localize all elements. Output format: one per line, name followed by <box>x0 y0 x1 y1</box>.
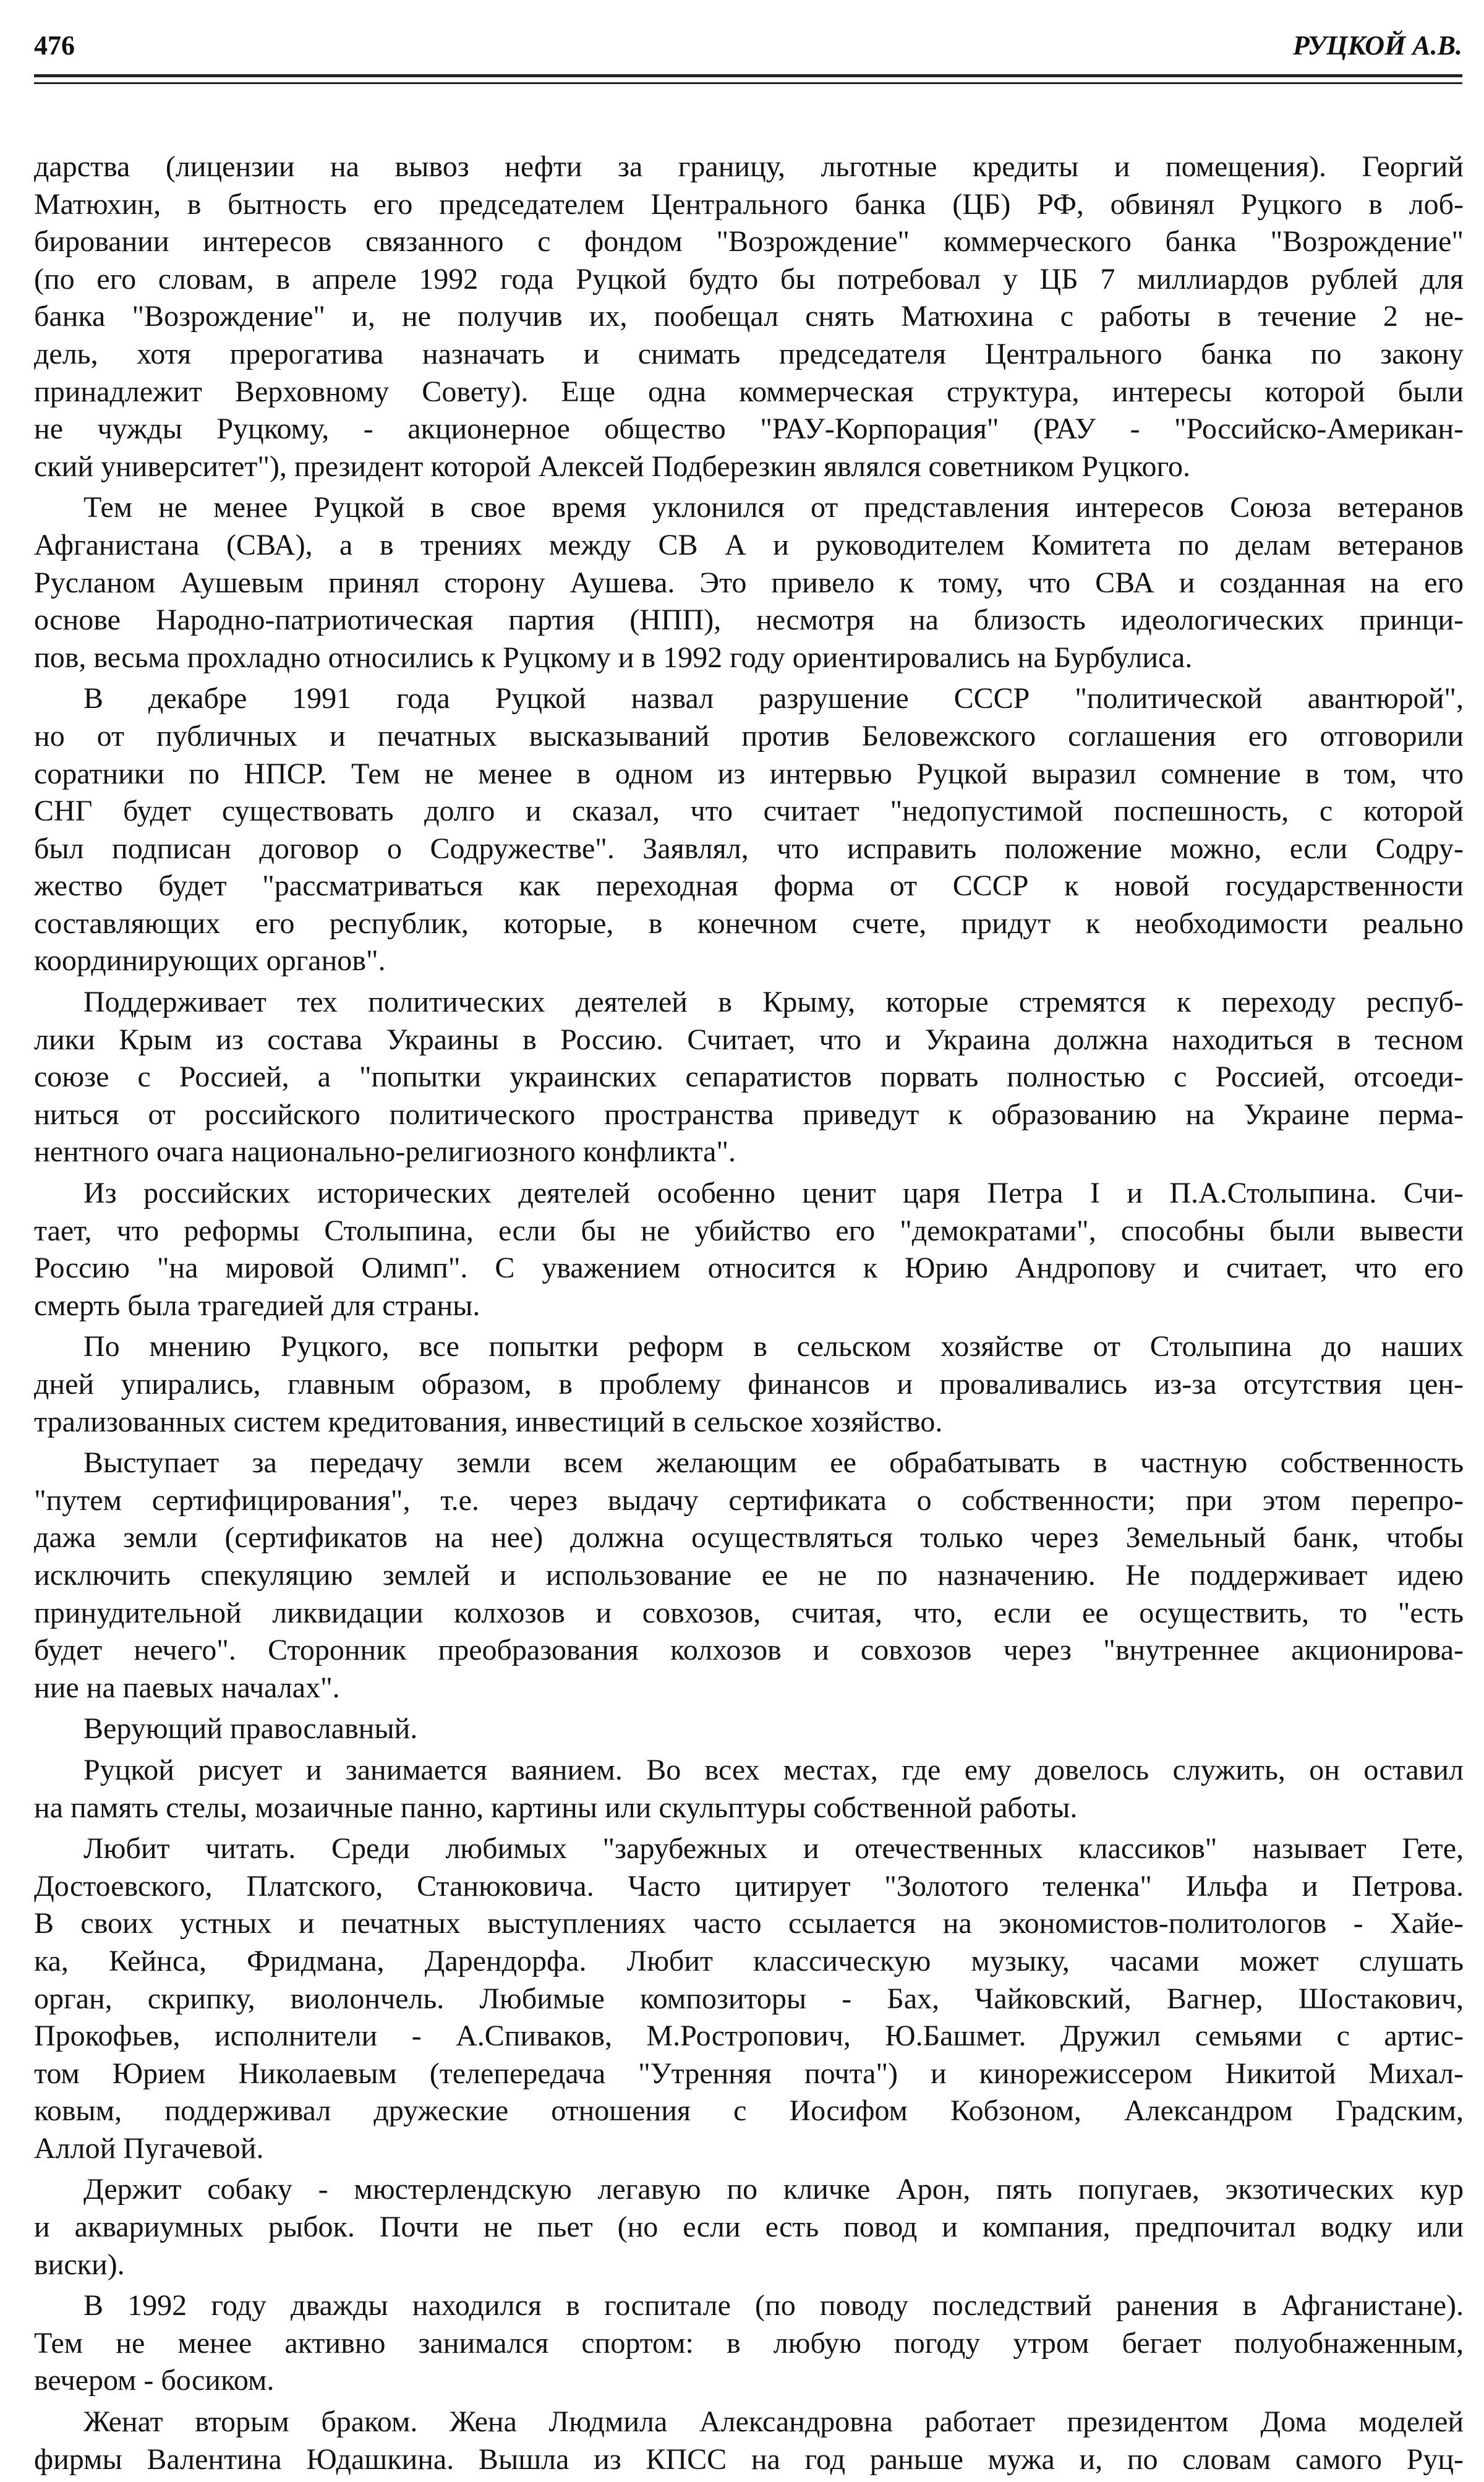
text-line: пов, весьма прохладно относились к Руцкому и в 1992 году ориентировались на Бурбулиса. <box>34 641 1193 674</box>
text-line: ковым, поддерживал дружеские отношения с Иосифом Кобзоном, Александром Градским, <box>34 2094 1464 2128</box>
paragraph <box>34 489 1464 676</box>
text-line: ние на паевых началах". <box>34 1671 340 1704</box>
text-line: Держит собаку - мюстерлендскую легавую по кличке Арон, пять попугаев, экзотических кур <box>83 2173 1464 2206</box>
header-rule-bottom <box>34 82 1462 84</box>
text-line: Достоевского, Платского, Станюковича. Часто цитирует "Золотого теленка" Ильфа и Петрова. <box>34 1869 1464 1903</box>
text-line: бировании интересов связанного с фондом "Возрождение" коммерческого банка "Возрождение" <box>34 225 1464 258</box>
text-line: фирмы Валентина Юдашкина. Вышла из КПСС на год раньше мужа и, по словам самого Руц- <box>34 2442 1464 2476</box>
paragraph <box>34 1752 1464 1827</box>
text-line: Женат вторым браком. Жена Людмила Александровна работает президентом Дома моделей <box>83 2405 1464 2439</box>
paragraph <box>34 680 1464 980</box>
text-line: Из российских исторических деятелей особенно ценит царя Петра I и П.А.Столыпина. Счи- <box>83 1177 1464 1210</box>
text-line: Выступает за передачу земли всем желающим ее обрабатывать в частную собственность <box>83 1446 1464 1480</box>
text-line: жество будет "рассматриваться как переходная форма от СССР к новой государственности <box>34 869 1464 903</box>
text-line: ниться от российского политического пространства приведут к образованию на Украине перма- <box>34 1098 1464 1131</box>
text-line: дажа земли (сертификатов на нее) должна осуществляться только через Земельный банк, чтобы <box>34 1521 1464 1554</box>
text-line: дарства (лицензии на вывоз нефти за границу, льготные кредиты и помещения). Георгий <box>34 150 1464 183</box>
paragraph <box>34 1444 1464 1707</box>
page-header <box>34 25 1462 68</box>
text-line: не чужды Руцкому, - акционерное общество "РАУ-Корпорация" (РАУ - "Российско-Американ- <box>34 412 1464 446</box>
text-line: дель, хотя прерогатива назначать и снимать председателя Центрального банка по закону <box>34 337 1464 370</box>
text-line: будет нечего". Сторонник преобразования колхозов и совхозов через "внутреннее акционирова- <box>34 1634 1464 1667</box>
header-rule-top <box>34 74 1462 77</box>
text-line: Поддерживает тех политических деятелей в Крыму, которые стремятся к переходу респуб- <box>83 986 1464 1019</box>
paragraph <box>34 1175 1464 1324</box>
text-line: Россию "на мировой Олимп". С уважением относится к Юрию Андропову и считает, что его <box>34 1252 1464 1285</box>
text-line: орган, скрипку, виолончель. Любимые композиторы - Бах, Чайковский, Вагнер, Шостакович, <box>34 1982 1464 2015</box>
paragraph <box>34 2171 1464 2284</box>
text-line: координирующих органов". <box>34 944 386 978</box>
text-line: был подписан договор о Содружестве". Заявлял, что исправить положение можно, если Содру- <box>34 832 1464 865</box>
text-line: и аквариумных рыбок. Почти не пьет (но если есть повод и компания, предпочитал водку или <box>34 2211 1464 2244</box>
text-line: смерть была трагедией для страны. <box>34 1289 480 1322</box>
paragraph <box>34 148 1464 485</box>
text-line: Матюхин, в бытность его председателем Центрального банка (ЦБ) РФ, обвинял Руцкого в лоб- <box>34 187 1464 221</box>
text-line: Прокофьев, исполнители - А.Спиваков, М.Ростропович, Ю.Башмет. Дружил семьями с артис- <box>34 2019 1464 2053</box>
text-line: нентного очага национально-религиозного конфликта". <box>34 1135 736 1169</box>
text-line: ка, Кейнса, Фридмана, Дарендорфа. Любит классическую музыку, часами может слушать <box>34 1944 1464 1977</box>
text-line: Афганистана (СВА), а в трениях между СВ А и руководителем Комитета по делам ветеранов <box>34 528 1464 561</box>
text-line: Тем не менее активно занимался спортом: в любую погоду утром бегает полуобнаженным, <box>34 2326 1464 2360</box>
text-line: ский университет"), президент которой Алексей Подберезкин являлся советником Руцкого. <box>34 450 1190 483</box>
text-line: Русланом Аушевым принял сторону Аушева. Это привело к тому, что СВА и созданная на его <box>34 566 1464 599</box>
text-line: По мнению Руцкого, все попытки реформ в сельском хозяйстве от Столыпина до наших <box>83 1330 1464 1363</box>
text-line: В декабре 1991 года Руцкой назвал разрушение СССР "политической авантюрой", <box>83 682 1464 715</box>
text-line: СНГ будет существовать долго и сказал, что считает "недопустимой поспешность, с которой <box>34 795 1464 828</box>
text-line: В 1992 году дважды находился в госпитале (по поводу последствий ранения в Афганистане). <box>83 2289 1464 2322</box>
text-line: тает, что реформы Столыпина, если бы не убийство его "демократами", способны были вывести <box>34 1214 1464 1247</box>
text-line: виски). <box>34 2248 125 2281</box>
paragraph <box>34 2287 1464 2400</box>
text-line: союзе с Россией, а "попытки украинских сепаратистов порвать полностью с Россией, отсоеди- <box>34 1060 1464 1094</box>
text-line: Руцкой рисует и занимается ваянием. Во всех местах, где ему довелось служить, он оставил <box>83 1753 1464 1786</box>
text-line: В своих устных и печатных выступлениях часто ссылается на экономистов-политологов - Хайе- <box>34 1907 1464 1940</box>
text-line: составляющих его республик, которые, в конечном счете, придут к необходимости реально <box>34 906 1464 940</box>
paragraph <box>34 984 1464 1171</box>
paragraph <box>34 2403 1464 2478</box>
text-line: на память стелы, мозаичные панно, картины или скульптуры собственной работы. <box>34 1791 1078 1824</box>
paragraph <box>34 1328 1464 1441</box>
text-line: лики Крым из состава Украины в Россию. Считает, что и Украина должна находиться в тесном <box>34 1023 1464 1056</box>
text-line: трализованных систем кредитования, инвестиций в сельское хозяйство. <box>34 1405 943 1438</box>
text-line: (по его словам, в апреле 1992 года Руцкой будто бы потребовал у ЦБ 7 миллиардов рублей для <box>34 262 1464 296</box>
text-line: исключить спекуляцию землей и использование ее не по назначению. Не поддерживает идею <box>34 1558 1464 1592</box>
text-line: том Юрием Николаевым (телепередача "Утренняя почта") и кинорежиссером Никитой Михал- <box>34 2057 1464 2090</box>
text-line: Верующий православный. <box>83 1712 418 1746</box>
paragraph <box>34 1830 1464 2167</box>
text-line: но от публичных и печатных высказываний против Беловежского соглашения его отговорили <box>34 719 1464 753</box>
text-line: банка "Возрождение" и, не получив их, пообещал снять Матюхина с работы в течение 2 не- <box>34 300 1464 333</box>
text-line: Тем не менее Руцкой в свое время уклонился от представления интересов Союза ветеранов <box>83 491 1464 524</box>
text-line: соратники по НПСР. Тем не менее в одном из интервью Руцкой выразил сомнение в том, что <box>34 757 1464 790</box>
document-body <box>34 148 1464 2482</box>
text-line: дней упирались, главным образом, в проблему финансов и проваливались из-за отсутствия цен- <box>34 1368 1464 1401</box>
text-line: принадлежит Верховному Совету). Еще одна коммерческая структура, интересы которой были <box>34 375 1464 408</box>
text-line: принудительной ликвидации колхозов и совхозов, считая, что, если ее осуществить, то "есть <box>34 1596 1464 1629</box>
text-line: вечером - босиком. <box>34 2364 275 2397</box>
text-line: Аллой Пугачевой. <box>34 2131 264 2165</box>
text-line: Любит читать. Среди любимых "зарубежных и отечественных классиков" называет Гете, <box>83 1832 1464 1866</box>
page-number: 476 <box>34 30 75 61</box>
text-line: "путем сертифицирования", т.е. через выдачу сертификата о собственности; при этом перепро- <box>34 1483 1464 1517</box>
text-line: основе Народно-патриотическая партия (НПП), несмотря на близость идеологических принци- <box>34 603 1464 637</box>
running-title: РУЦКОЙ А.В. <box>1292 30 1462 61</box>
paragraph <box>34 1710 1464 1748</box>
